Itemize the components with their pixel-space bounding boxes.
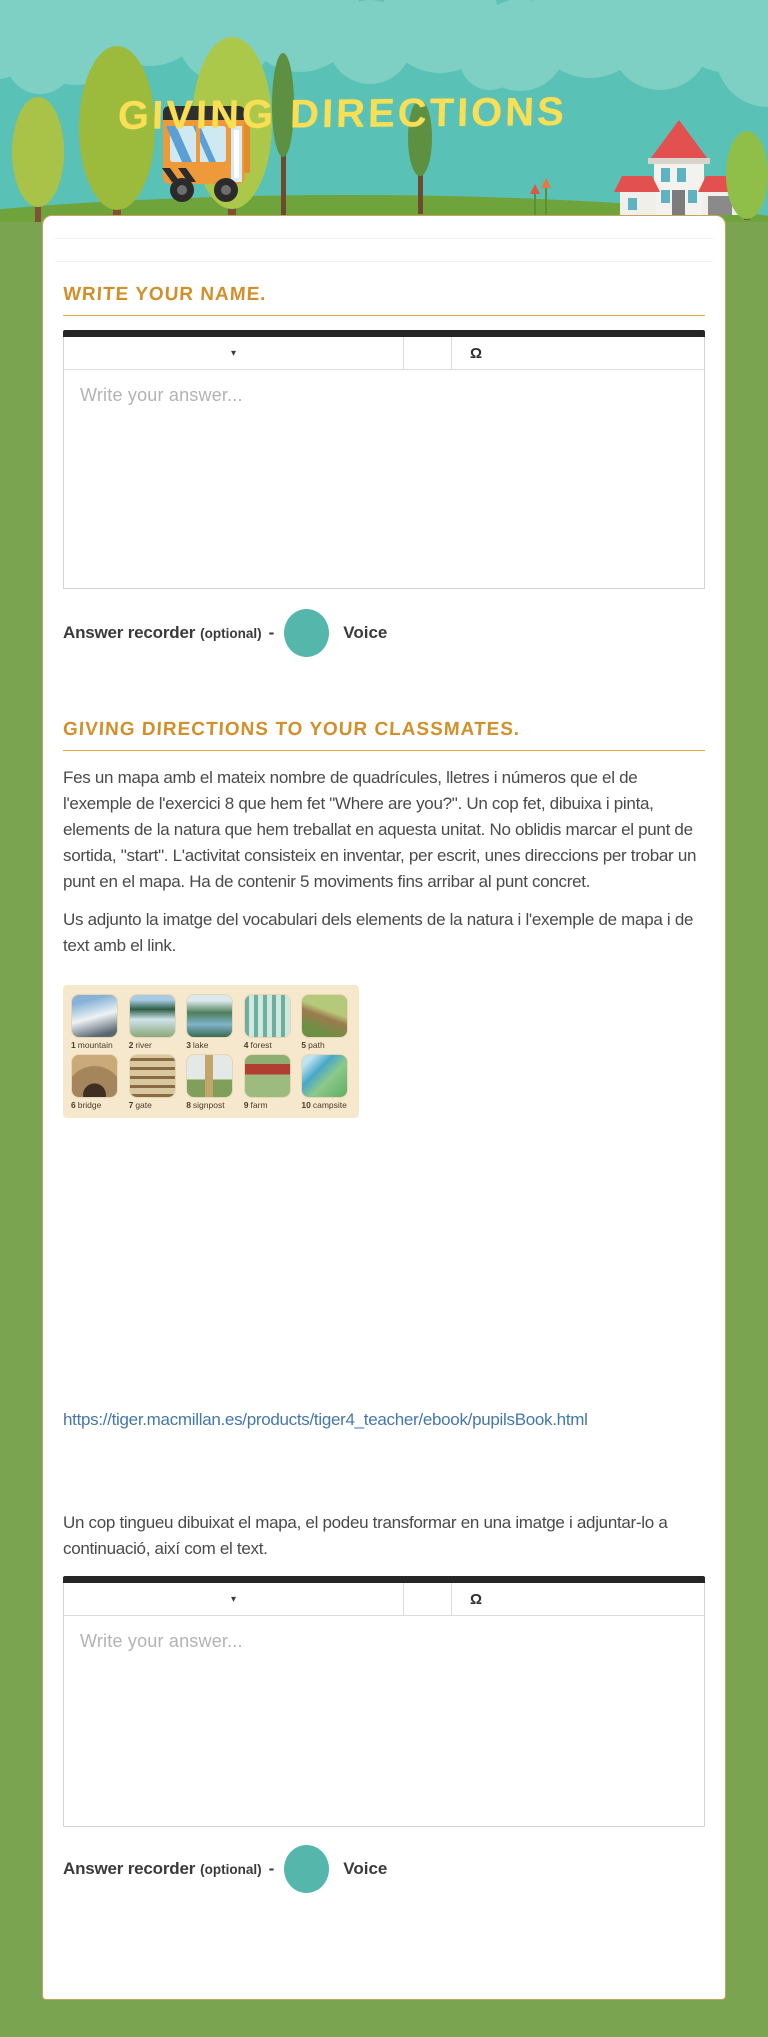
vocab-item: 3 lake	[186, 994, 236, 1050]
heading-underline	[63, 750, 705, 751]
toolbar-spacer	[403, 337, 451, 369]
separator-dash: -	[268, 1859, 275, 1878]
chevron-down-icon: ▾	[230, 1593, 237, 1605]
instructions-paragraph: Fes un mapa amb el mateix nombre de quadrícules, lletres i números que el de l'exemple de l'exercici 8 que hem fet "Where are you?". Un cop fet, dibuixa i pinta, elements de la natura que hem treballat en aquesta unitat. No oblidis marcar el punt de sortida, "start". L'activitat consisteix en inventar, per escrit, unes direccions per trobar un punt en el mapa. Ha de contenir 5 moviments fins arribar al punt concret.	[63, 768, 697, 891]
vocab-photo-river	[129, 994, 176, 1038]
vocab-item: 8 signpost	[186, 1054, 236, 1110]
card-top-divider-lines	[63, 216, 705, 284]
format-dropdown[interactable]	[64, 337, 403, 369]
vocab-item: 7 gate	[129, 1054, 179, 1110]
rich-text-editor	[63, 330, 705, 589]
voice-record-button[interactable]	[284, 609, 329, 657]
question-heading: GIVING DIRECTIONS TO YOUR CLASSMATES.	[62, 719, 521, 740]
separator-dash: -	[268, 623, 275, 642]
format-dropdown[interactable]	[64, 1583, 403, 1615]
vocab-item: 4 forest	[244, 994, 294, 1050]
special-characters-button[interactable]	[451, 1583, 704, 1615]
answer-input[interactable]	[64, 370, 704, 588]
voice-record-button[interactable]	[284, 1845, 329, 1893]
vocab-item: 2 river	[129, 994, 179, 1050]
vocab-photo-gate	[129, 1054, 176, 1098]
vocab-photo-mountain	[71, 994, 118, 1038]
vocab-photo-forest	[244, 994, 291, 1038]
answer-text-area-wrap	[64, 1616, 704, 1826]
question-heading: WRITE YOUR NAME.	[62, 284, 268, 305]
vocab-item: 1 mountain	[71, 994, 121, 1050]
vocab-item: 5 path	[301, 994, 351, 1050]
vocab-photo-lake	[186, 994, 233, 1038]
voice-label: Voice	[343, 623, 388, 642]
optional-label: (optional)	[200, 625, 262, 641]
vocab-photo-campsite	[301, 1054, 348, 1098]
voice-label: Voice	[343, 1859, 388, 1878]
rich-text-editor	[63, 1576, 705, 1827]
answer-recorder-label: Answer recorder	[63, 623, 196, 642]
question-giving-directions	[63, 719, 705, 1893]
answer-recorder-row	[63, 609, 705, 657]
answer-recorder-row	[63, 1845, 705, 1893]
pupils-book-link[interactable]: https://tiger.macmillan.es/products/tiger4_teacher/ebook/pupilsBook.html	[63, 1410, 588, 1429]
vocab-photo-farm	[244, 1054, 291, 1098]
toolbar-spacer	[403, 1583, 451, 1615]
omega-icon: Ω	[470, 344, 483, 362]
editor-toolbar	[64, 1583, 704, 1616]
vocab-photo-signpost	[186, 1054, 233, 1098]
editor-toolbar	[64, 337, 704, 370]
question-write-your-name	[63, 284, 705, 657]
vocab-item: 6 bridge	[71, 1054, 121, 1110]
worksheet-header	[0, 0, 768, 222]
answer-text-area-wrap	[64, 370, 704, 588]
vocab-item: 9 farm	[244, 1054, 294, 1110]
vocab-photo-path	[301, 994, 348, 1038]
heading-underline	[63, 315, 705, 316]
optional-label: (optional)	[200, 1861, 262, 1877]
editor-top-bar	[63, 1576, 705, 1583]
upload-instructions-paragraph: Un cop tingueu dibuixat el mapa, el podeu transformar en una imatge i adjuntar-lo a continuació, així com el text.	[63, 1513, 668, 1558]
chevron-down-icon: ▾	[230, 347, 237, 359]
nature-vocabulary-image	[63, 985, 359, 1118]
omega-icon: Ω	[470, 1590, 483, 1608]
answer-recorder-label: Answer recorder	[63, 1859, 196, 1878]
attachment-note-paragraph: Us adjunto la imatge del vocabulari dels elements de la natura i l'exemple de mapa i de text amb el link.	[63, 910, 694, 955]
special-characters-button[interactable]	[451, 337, 704, 369]
editor-top-bar	[63, 330, 705, 337]
link-row	[63, 1410, 705, 1430]
vocab-photo-bridge	[71, 1054, 118, 1098]
answer-input[interactable]	[64, 1616, 704, 1826]
vocab-item: 10 campsite	[301, 1054, 351, 1110]
worksheet-title: GIVING DIRECTIONS	[117, 90, 568, 138]
worksheet-card	[42, 215, 726, 2000]
